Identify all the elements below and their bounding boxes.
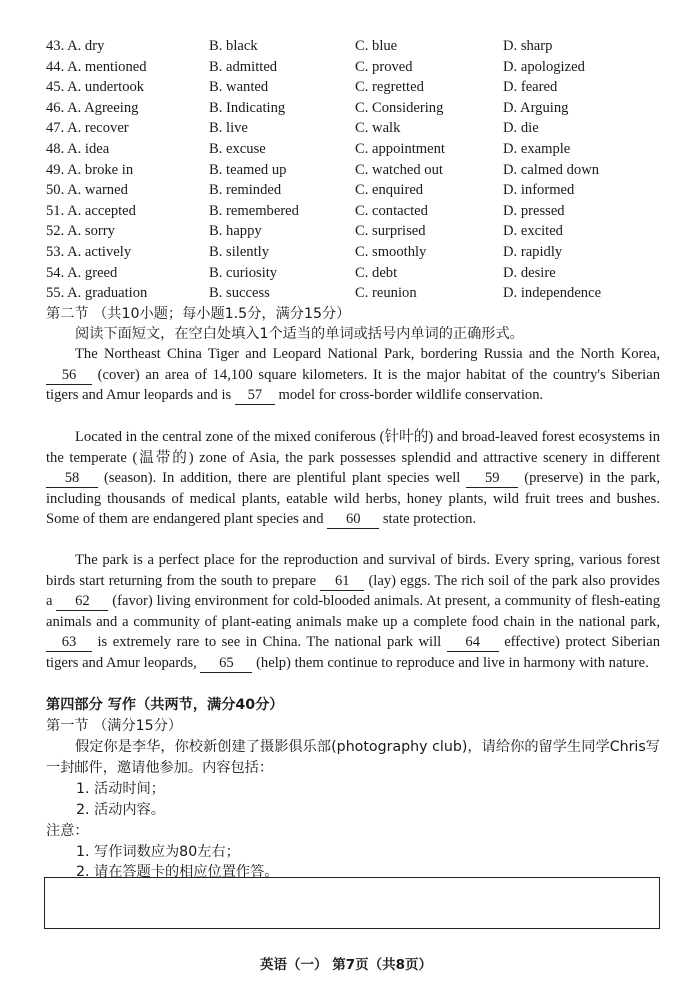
option-a: 54. A. greed — [46, 264, 118, 281]
option-c: C. debt — [355, 264, 398, 281]
option-row-51 — [46, 201, 666, 222]
option-d: D. independence — [503, 285, 602, 302]
passage-text: state protection. — [379, 511, 477, 528]
option-c: C. watched out — [355, 161, 443, 178]
option-a: 44. A. mentioned — [46, 58, 147, 75]
option-d: D. apologized — [503, 58, 585, 75]
blank-65[interactable]: 65 — [200, 655, 252, 673]
option-row-45 — [46, 77, 666, 98]
passage-paragraph-2 — [46, 427, 660, 530]
option-c: C. surprised — [355, 223, 426, 240]
passage-text: (favor) living environment for cold-blooded animals. At present, a community of flesh-eating animals and a community of plant-eating animals make up a complete food chain in the national park, — [46, 593, 660, 630]
section2-instruction: 阅读下面短文，在空白处填入1个适当的单词或括号内单词的正确形式。 — [75, 326, 524, 342]
option-d: D. calmed down — [503, 161, 600, 178]
option-a: 49. A. broke in — [46, 161, 134, 178]
blank-63[interactable]: 63 — [46, 634, 92, 652]
option-d: D. excited — [503, 223, 563, 240]
option-d: D. pressed — [503, 202, 565, 219]
option-c: C. reunion — [355, 285, 417, 302]
option-c: C. proved — [355, 58, 413, 75]
option-b: B. black — [209, 38, 258, 54]
notes-label: 注意： — [46, 823, 89, 839]
option-d: D. feared — [503, 79, 558, 96]
passage-text: is extremely rare to see in China. The national park will — [92, 634, 447, 651]
passage-text: (cover) an area of 14,100 square kilometers. It is the major habitat of the country's Siberian tigers and Amur leopards and is — [46, 366, 660, 404]
option-b: B. wanted — [209, 79, 269, 96]
option-row-49 — [46, 160, 666, 181]
part4-section1-heading: 第一节 （满分15分） — [46, 718, 183, 734]
option-d: D. Arguing — [503, 99, 569, 116]
option-row-43 — [46, 36, 666, 57]
option-c: C. walk — [355, 120, 401, 137]
note-2: 2. 请在答题卡的相应位置作答。 — [76, 864, 279, 880]
option-a: 50. A. warned — [46, 182, 128, 199]
blank-59[interactable]: 59 — [466, 470, 518, 488]
passage-paragraph-3 — [46, 550, 660, 674]
option-row-50 — [46, 180, 666, 201]
option-c: C. enquired — [355, 182, 424, 199]
option-d: D. example — [503, 140, 571, 157]
option-b: B. reminded — [209, 182, 282, 199]
page-footer: 英语（一） 第7页（共8页） — [260, 957, 432, 973]
option-d: D. rapidly — [503, 243, 563, 260]
option-b: B. live — [209, 120, 248, 137]
option-a: 55. A. graduation — [46, 285, 148, 302]
option-c: C. Considering — [355, 99, 444, 116]
option-d: D. desire — [503, 264, 556, 281]
option-row-46 — [46, 98, 666, 119]
passage-paragraph-1 — [46, 344, 660, 406]
option-d: D. die — [503, 120, 539, 137]
option-a: 47. A. recover — [46, 120, 129, 137]
blank-58[interactable]: 58 — [46, 470, 98, 488]
option-b: B. curiosity — [209, 264, 278, 281]
option-c: C. contacted — [355, 202, 428, 219]
option-c: C. smoothly — [355, 243, 427, 260]
blank-64[interactable]: 64 — [447, 634, 499, 652]
option-row-44 — [46, 57, 666, 78]
option-b: B. Indicating — [209, 99, 286, 116]
passage-text: (lay) eggs. The rich soil of the park also provides a — [46, 572, 660, 610]
option-b: B. success — [209, 285, 270, 302]
option-b: B. silently — [209, 243, 269, 260]
blank-57[interactable]: 57 — [235, 387, 275, 405]
passage-text: effective) protect Siberian tigers and Amur leopards, — [46, 634, 660, 671]
writing-item-2: 2. 活动内容。 — [76, 802, 165, 818]
passage-text: (help) them continue to reproduce and live in harmony with nature. — [252, 654, 649, 671]
option-d: D. informed — [503, 182, 575, 199]
option-a: 51. A. accepted — [46, 202, 136, 219]
option-c: C. regretted — [355, 79, 424, 96]
blank-60[interactable]: 60 — [327, 511, 379, 529]
option-b: B. teamed up — [209, 161, 287, 178]
option-row-55 — [46, 283, 666, 304]
writing-item-1: 1. 活动时间； — [76, 781, 165, 797]
option-row-48 — [46, 139, 666, 160]
option-a: 52. A. sorry — [46, 223, 115, 240]
option-b: B. happy — [209, 223, 262, 240]
blank-61[interactable]: 61 — [320, 573, 364, 591]
passage-text: model for cross-border wildlife conservation. — [274, 387, 544, 404]
passage-text: (season). In addition, there are plentiful plant species well — [98, 470, 467, 487]
blank-62[interactable]: 62 — [56, 593, 108, 611]
option-a: 46. A. Agreeing — [46, 99, 139, 116]
option-c: C. appointment — [355, 140, 445, 157]
section2-heading: 第二节 （共10小题；每小题1.5分，满分15分） — [46, 306, 351, 322]
option-row-54 — [46, 263, 666, 284]
part4-heading: 第四部分 写作（共两节，满分40分） — [46, 697, 284, 713]
option-a: 48. A. idea — [46, 140, 110, 157]
option-d: D. sharp — [503, 38, 553, 54]
answer-box[interactable] — [44, 877, 660, 929]
passage-text: Located in the central zone of the mixed coniferous (针叶的) and broad-leaved forest ecosystems in the temperate (温带的) zone of Asia, the park possesses splendid and attractive scenery in different — [46, 429, 660, 466]
options-grid — [46, 36, 666, 304]
note-1: 1. 写作词数应为80左右； — [76, 844, 240, 860]
option-a: 43. A. dry — [46, 38, 105, 54]
option-a: 53. A. actively — [46, 243, 132, 260]
option-row-52 — [46, 221, 666, 242]
passage-text: (preserve) in the park, including thousands of medical plants, eatable wild herbs, honey plants, wild fruit trees and bushes. Some of them are endangered plant species and — [46, 470, 661, 528]
passage-text: The park is a perfect place for the reproduction and survival of birds. Every spring, various forest birds start returning from the south to prepare — [46, 552, 660, 589]
option-c: C. blue — [355, 38, 398, 54]
blank-56[interactable]: 56 — [46, 367, 92, 385]
option-a: 45. A. undertook — [46, 79, 145, 96]
option-b: B. admitted — [209, 58, 278, 75]
passage-text: The Northeast China Tiger and Leopard National Park, bordering Russia and the North Korea, — [75, 346, 660, 362]
writing-prompt: 假定你是李华，你校新创建了摄影俱乐部(photography club)，请给你的留学生同学Chris写一封邮件，邀请他参加。内容包括： — [46, 739, 660, 776]
option-b: B. excuse — [209, 140, 266, 157]
option-row-47 — [46, 118, 666, 139]
option-row-53 — [46, 242, 666, 263]
option-b: B. remembered — [209, 202, 299, 219]
